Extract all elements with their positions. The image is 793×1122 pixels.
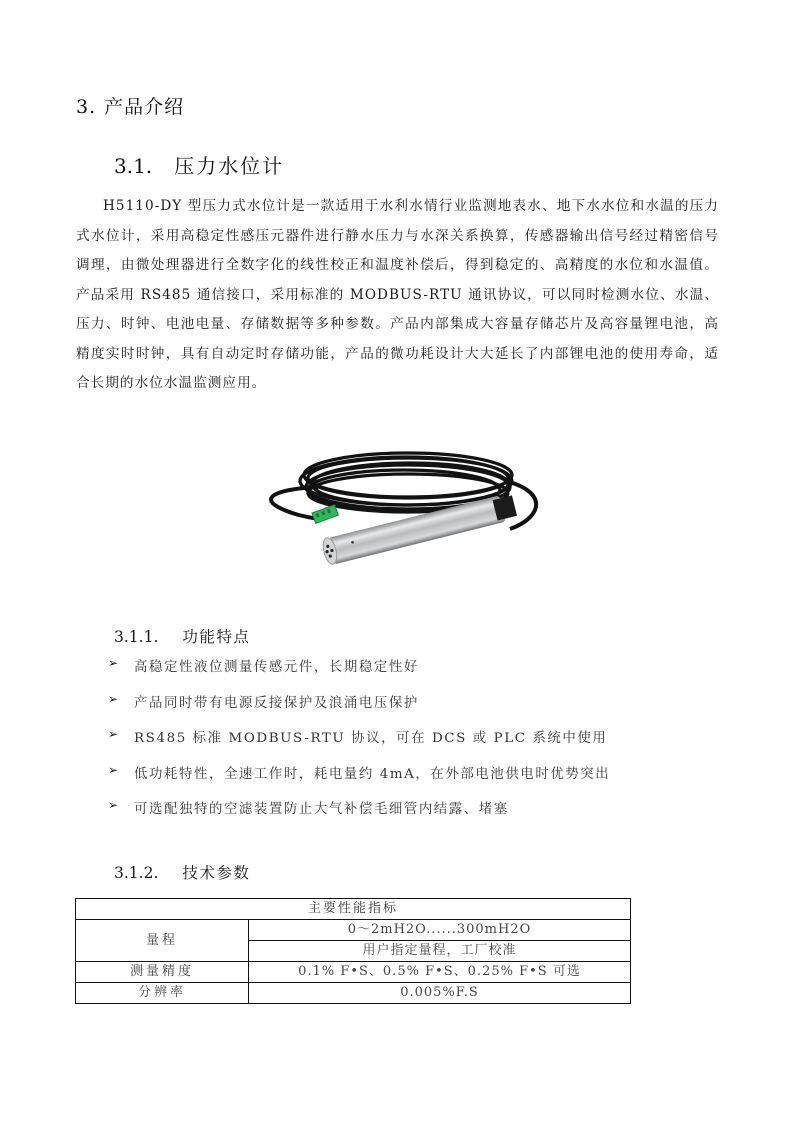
list-item <box>108 798 610 834</box>
table-header-row <box>76 899 631 920</box>
specs-heading <box>114 861 250 883</box>
features-title: 功能特点 <box>182 628 251 646</box>
intro-text: H5110-DY 型压力式水位计是一款适用于水利水情行业监测地表水、地下水水位和水温的压力式水位计，采用高稳定性感压元器件进行静水压力与水深关系换算，传感器输出信号经过精密信号调理，由微处理器进行全数字化的线性校正和温度补偿后，得到稳定的、高精度的水位和水温值。产品采用 RS485 通信接口，采用标准的 MODBUS-RTU 通讯协议，可以同时检测水位、水温、压力、时钟、电池电量、存储数据等多种参数。产品内部集成大容量存储芯片及高容量锂电池，高精度实时时钟，具有自动定时存储功能，产品的微功耗设计大大延长了内部锂电池的使用寿命，适合长期的水位水温监测应用。 <box>76 198 719 391</box>
arrow-bullet-icon: ➢ <box>108 798 120 812</box>
section-title: 产品介绍 <box>104 96 185 118</box>
row-label-range: 量程 <box>76 920 249 962</box>
feature-text: 高稳定性液位测量传感元件，长期稳定性好 <box>134 660 419 675</box>
specs-title: 技术参数 <box>182 864 251 882</box>
arrow-bullet-icon: ➢ <box>108 656 120 670</box>
feature-text: RS485 标准 MODBUS-RTU 协议，可在 DCS 或 PLC 系统中使用 <box>134 731 608 746</box>
feature-text: 产品同时带有电源反接保护及浪涌电压保护 <box>134 695 419 711</box>
arrow-bullet-icon: ➢ <box>108 691 120 706</box>
intro-paragraph <box>76 192 719 399</box>
subsection-title: 压力水位计 <box>174 154 285 178</box>
section-heading <box>76 92 184 119</box>
features-list <box>108 656 610 834</box>
cell-accuracy-value: 0.1% F•S、0.5% F•S、0.25% F•S 可选 <box>249 962 631 983</box>
table-row <box>76 983 631 1004</box>
row-label-resolution: 分辨率 <box>76 983 249 1004</box>
features-heading <box>114 625 250 647</box>
cell-range-note: 用户指定量程，工厂校准 <box>249 941 631 962</box>
section-number: 3. <box>76 96 97 118</box>
feature-text: 可选配独特的空滤装置防止大气补偿毛细管内结露、堵塞 <box>134 802 509 817</box>
list-item <box>108 692 610 728</box>
cell-range-value: 0～2mH2O......300mH2O <box>249 920 631 941</box>
table-row <box>76 920 631 941</box>
spec-table <box>75 898 631 1004</box>
subsection-heading <box>114 150 284 179</box>
arrow-bullet-icon: ➢ <box>108 727 120 741</box>
cell-resolution-value: 0.005%F.S <box>249 983 631 1004</box>
water-level-sensor-illustration <box>248 437 553 572</box>
list-item <box>108 763 610 799</box>
arrow-bullet-icon: ➢ <box>108 762 120 777</box>
list-item <box>108 727 610 763</box>
features-number: 3.1.1. <box>114 628 159 646</box>
specs-number: 3.1.2. <box>114 864 159 882</box>
product-image <box>248 437 553 572</box>
feature-text: 低功耗特性，全速工作时，耗电量约 4mA，在外部电池供电时优势突出 <box>134 766 611 782</box>
row-label-accuracy: 测量精度 <box>76 962 249 983</box>
list-item <box>108 656 610 692</box>
table-header: 主要性能指标 <box>76 899 631 920</box>
table-row <box>76 962 631 983</box>
subsection-number: 3.1. <box>114 154 153 178</box>
